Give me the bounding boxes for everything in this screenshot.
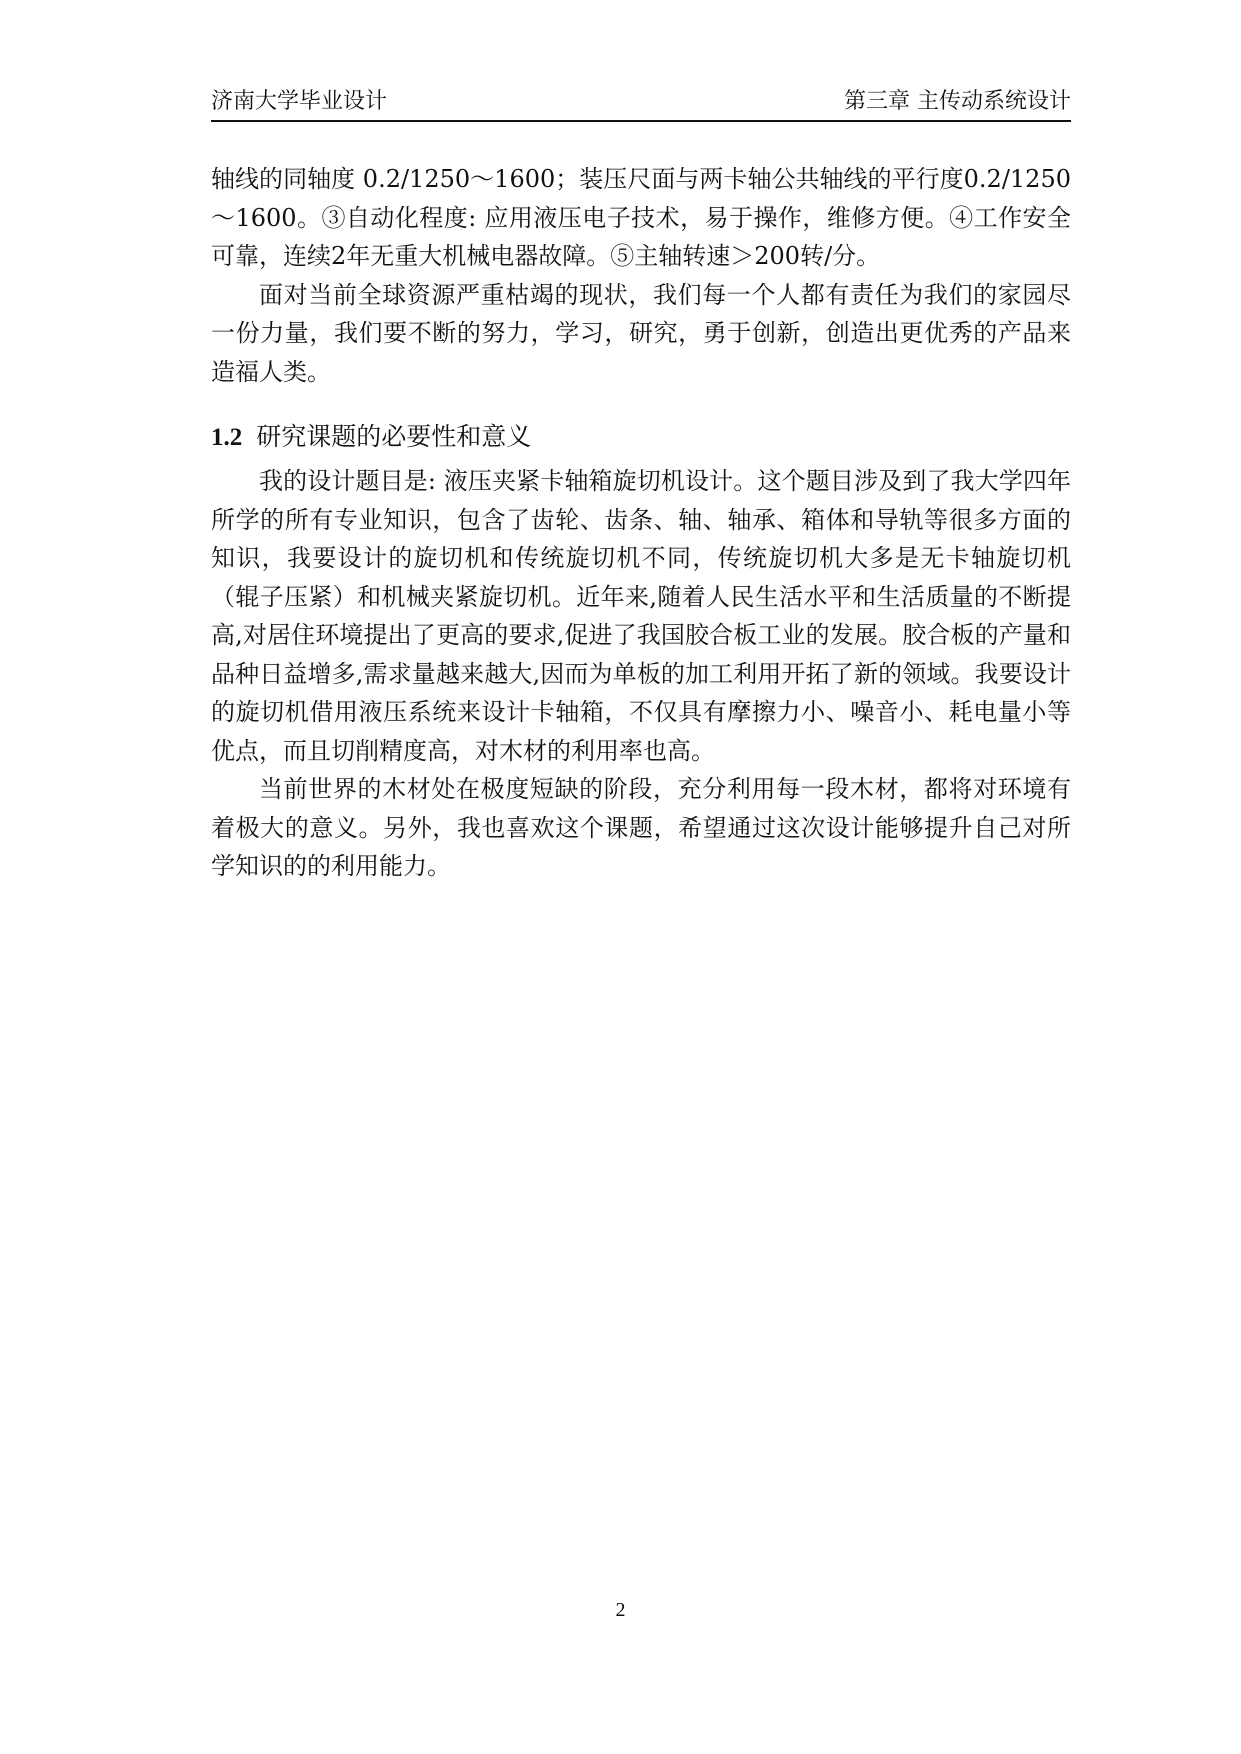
paragraph-continued: 轴线的同轴度 0.2/1250～1600；装压尺面与两卡轴公共轴线的平行度0.2/1250～1600。③自动化程度: 应用液压电子技术，易于操作，维修方便。④工作安全可靠，连续2年无重大机械电器故障。⑤主轴转速＞200转/分。 <box>211 165 1071 270</box>
page-number: 2 <box>615 1599 626 1621</box>
section-title: 研究课题的必要性和意义 <box>256 422 532 451</box>
paragraph: 当前世界的木材处在极度短缺的阶段，充分利用每一段木材，都将对环境有着极大的意义。另外，我也喜欢这个课题，希望通过这次设计能够提升自己对所学知识的的利用能力。 <box>211 775 1071 880</box>
page-header <box>211 88 1071 122</box>
paragraph: 我的设计题目是: 液压夹紧卡轴箱旋切机设计。这个题目涉及到了我大学四年所学的所有专业知识，包含了齿轮、齿条、轴、轴承、箱体和导轨等很多方面的知识，我要设计的旋切机和传统旋切机不同，传统旋切机大多是无卡轴旋切机（辊子压紧）和机械夹紧旋切机。近年来,随着人民生活水平和生活质量的不断提高,对居住环境提出了更高的要求,促进了我国胶合板工业的发展。胶合板的产量和品种日益增多,需求量越来越大,因而为单板的加工利用开拓了新的领域。我要设计的旋切机借用液压系统来设计卡轴箱，不仅具有摩擦力小、噪音小、耗电量小等优点，而且切削精度高，对木材的利用率也高。 <box>211 467 1071 765</box>
header-chapter-title: 第三章 主传动系统设计 <box>844 89 1071 114</box>
header-university-title: 济南大学毕业设计 <box>211 89 388 114</box>
section-number: 1.2 <box>211 424 243 451</box>
paragraph: 面对当前全球资源严重枯竭的现状，我们每一个人都有责任为我们的家园尽一份力量，我们要不断的努力，学习，研究，勇于创新，创造出更优秀的产品来造福人类。 <box>211 280 1071 386</box>
page-body <box>211 160 1071 886</box>
section-heading <box>211 417 1071 458</box>
